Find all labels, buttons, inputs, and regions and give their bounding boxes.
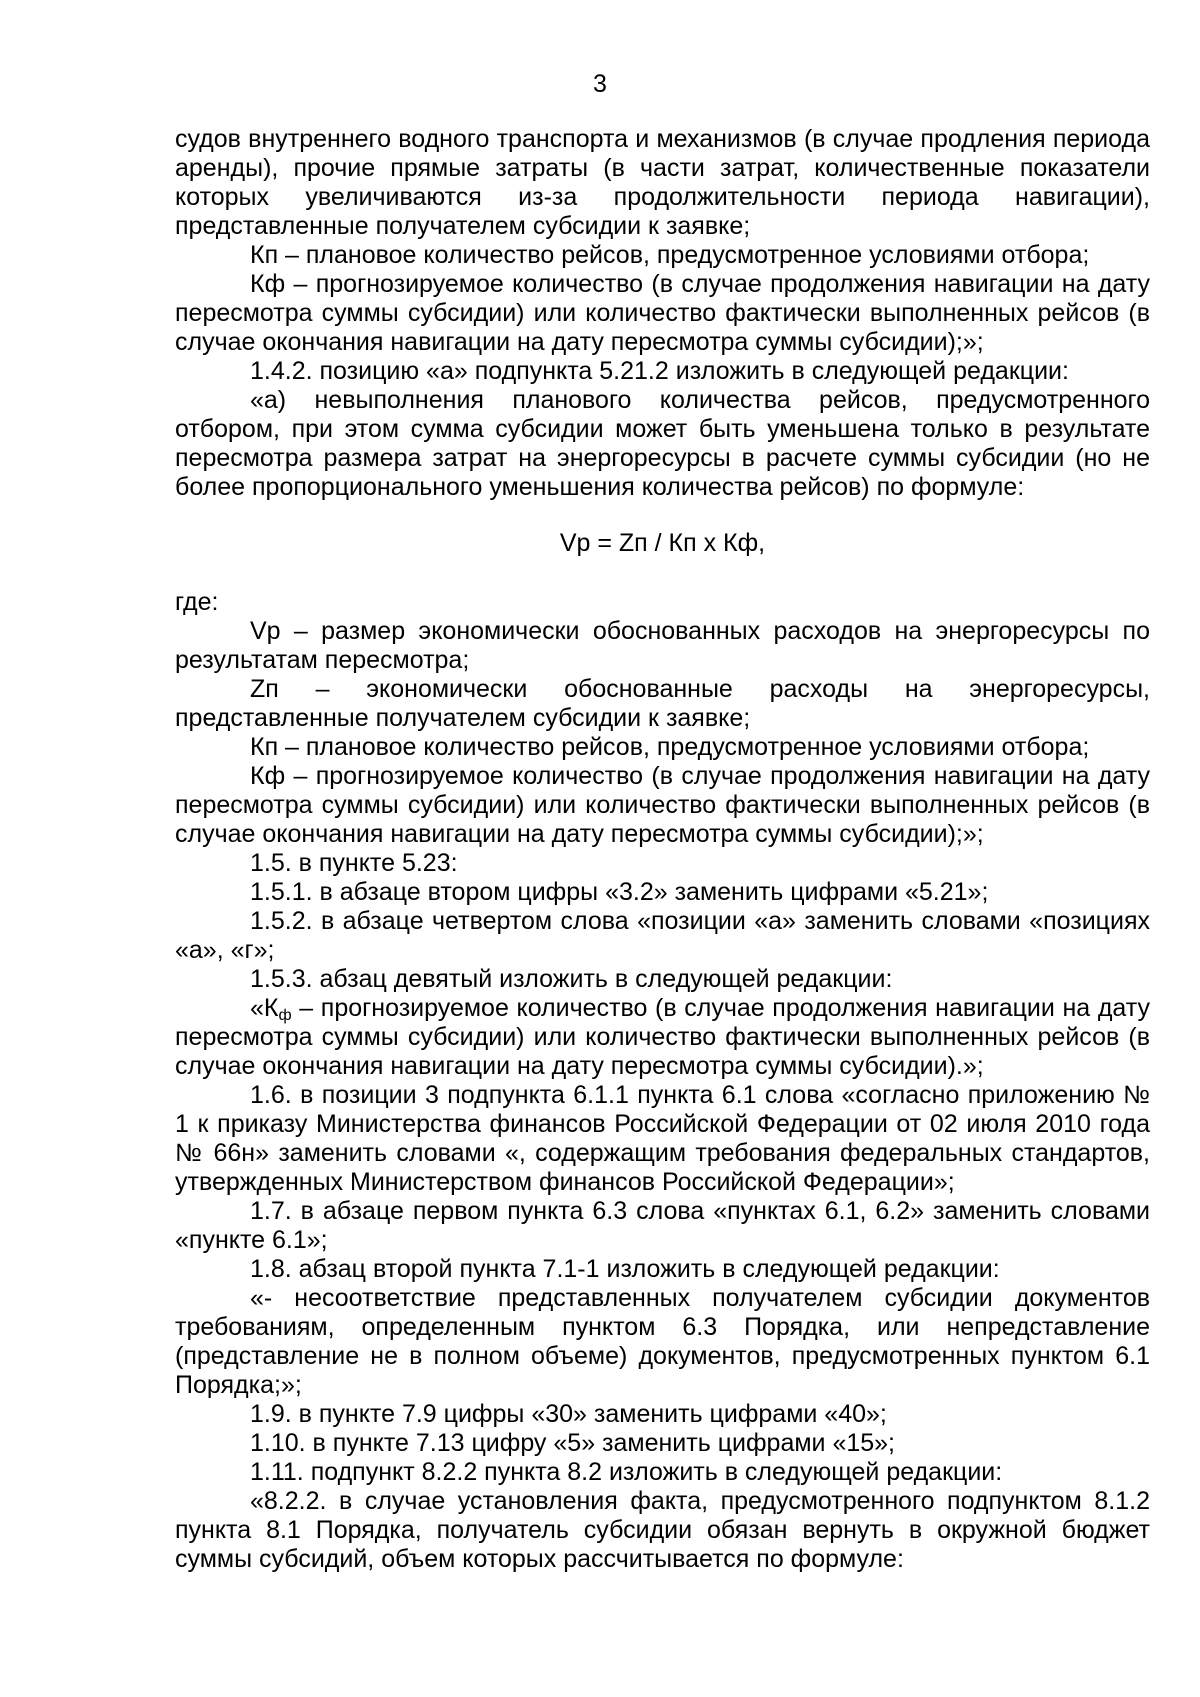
paragraph-1-8: 1.8. абзац второй пункта 7.1-1 изложить в следующей редакции:	[250, 1255, 1000, 1283]
paragraph-continuation: судов внутреннего водного транспорта и механизмов (в случае продления периода аренды), прочие прямые затраты (в части затрат, количественные показатели которых увеличиваются из-за продолжительности периода навигации), представленные получателем субсидии к заявке;	[175, 125, 1150, 240]
paragraph-1-10: 1.10. в пункте 7.13 цифру «5» заменить цифрами «15»;	[250, 1429, 896, 1457]
paragraph-1-5-2: 1.5.2. в абзаце четвертом слова «позиции «а» заменить словами «позициях «а», «г»;	[175, 907, 1150, 964]
kf-rest: – прогнозируемое количество (в случае продолжения навигации на дату пересмотра суммы субсидии) или количество фактически выполненных рейсов (в случае окончания навигации на дату пересмотра суммы субсидии).»;	[175, 994, 1150, 1080]
kf-prefix: «К	[250, 994, 279, 1022]
paragraph-position-a: «а) невыполнения планового количества рейсов, предусмотренного отбором, при этом сумма субсидии может быть уменьшена только в результате пересмотра размера затрат на энергоресурсы в расчете суммы субсидии (но не более пропорционального уменьшения количества рейсов) по формуле:	[175, 386, 1150, 501]
formula-where-label: где:	[175, 588, 219, 616]
paragraph-kp-definition-2: Кп – плановое количество рейсов, предусмотренное условиями отбора;	[250, 733, 1090, 761]
formula-vr: Vр = Zп / Кп х Кф,	[559, 529, 766, 557]
page-number: 3	[593, 70, 607, 98]
paragraph-kf-new-wording	[175, 994, 1150, 1081]
paragraph-1-9: 1.9. в пункте 7.9 цифры «30» заменить цифрами «40»;	[250, 1400, 887, 1428]
paragraph-1-5-3: 1.5.3. абзац девятый изложить в следующей редакции:	[250, 965, 893, 993]
paragraph-1-6: 1.6. в позиции 3 подпункта 6.1.1 пункта 6.1 слова «согласно приложению № 1 к приказу Министерства финансов Российской Федерации от 02 июля 2010 года № 66н» заменить словами «, содержащим требования федеральных стандартов, утвержденных Министерством финансов Российской Федерации»;	[175, 1081, 1150, 1196]
paragraph-kf-definition-2: Кф – прогнозируемое количество (в случае продолжения навигации на дату пересмотра суммы субсидии) или количество фактически выполненных рейсов (в случае окончания навигации на дату пересмотра суммы субсидии);»;	[175, 762, 1150, 848]
paragraph-1-4-2: 1.4.2. позицию «а» подпункта 5.21.2 изложить в следующей редакции:	[250, 357, 1069, 385]
paragraph-1-7: 1.7. в абзаце первом пункта 6.3 слова «пунктах 6.1, 6.2» заменить словами «пункте 6.1»;	[175, 1197, 1150, 1254]
kf-subscript: ф	[278, 1007, 292, 1024]
paragraph-zp-definition: Zп – экономически обоснованные расходы на энергоресурсы, представленные получателем субсидии к заявке;	[175, 675, 1150, 732]
paragraph-vr-definition: Vр – размер экономически обоснованных расходов на энергоресурсы по результатам пересмотра;	[175, 617, 1150, 674]
paragraph-kf-definition: Кф – прогнозируемое количество (в случае продолжения навигации на дату пересмотра суммы субсидии) или количество фактически выполненных рейсов (в случае окончания навигации на дату пересмотра суммы субсидии);»;	[175, 270, 1150, 356]
paragraph-8-2-2-wording: «8.2.2. в случае установления факта, предусмотренного подпунктом 8.1.2 пункта 8.1 Порядка, получатель субсидии обязан вернуть в окружной бюджет суммы субсидий, объем которых рассчитывается по формуле:	[175, 1487, 1150, 1573]
paragraph-kp-definition: Кп – плановое количество рейсов, предусмотренное условиями отбора;	[250, 241, 1090, 269]
paragraph-1-11: 1.11. подпункт 8.2.2 пункта 8.2 изложить в следующей редакции:	[250, 1458, 1003, 1486]
paragraph-7-1-1-wording: «- несоответствие представленных получателем субсидии документов требованиям, определенным пунктом 6.3 Порядка, или непредставление (представление не в полном объеме) документов, предусмотренных пунктом 6.1 Порядка;»;	[175, 1284, 1150, 1399]
document-body	[175, 125, 1150, 1574]
paragraph-1-5: 1.5. в пункте 5.23:	[250, 849, 458, 877]
paragraph-1-5-1: 1.5.1. в абзаце втором цифры «3.2» заменить цифрами «5.21»;	[250, 878, 989, 906]
